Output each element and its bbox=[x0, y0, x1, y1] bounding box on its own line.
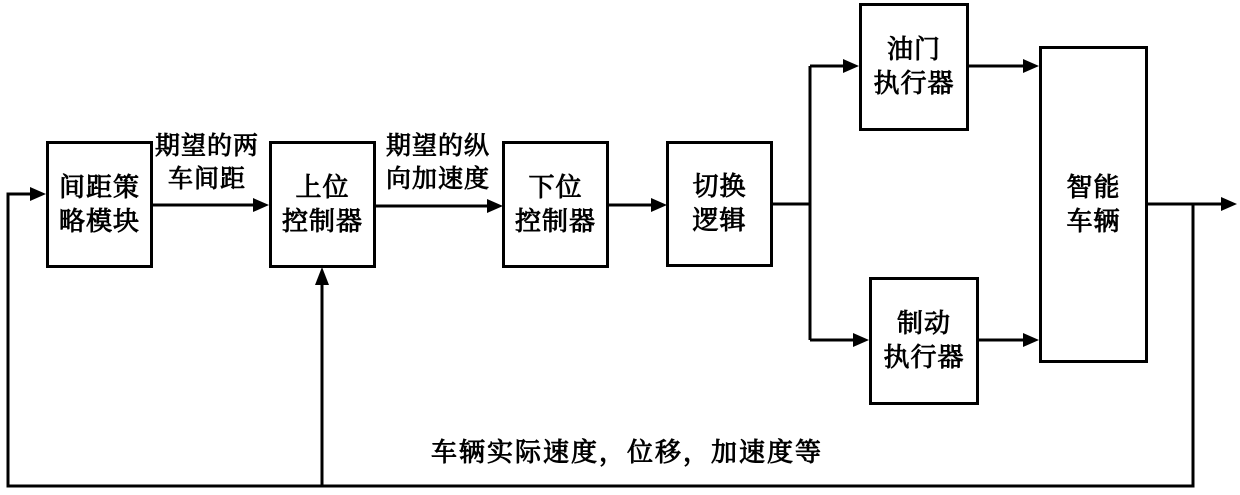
arrowhead-throttle-to-vehicle bbox=[1023, 59, 1039, 73]
node-intelligent-vehicle-label: 智能 车辆 bbox=[1066, 172, 1121, 236]
node-intelligent-vehicle bbox=[1039, 46, 1148, 363]
node-upper-controller-label: 上位 控制器 bbox=[281, 172, 363, 236]
node-switching-logic bbox=[666, 141, 773, 267]
edge-label-feedback-signals: 车辆实际速度，位移，加速度等 bbox=[431, 438, 824, 467]
edge-label-desired-acceleration: 期望的纵 向加速度 bbox=[385, 133, 490, 193]
node-lower-controller-label: 下位 控制器 bbox=[514, 172, 596, 236]
node-lower-controller bbox=[502, 141, 609, 268]
node-spacing-strategy-label: 间距策 略模块 bbox=[58, 172, 140, 236]
arrowhead-spacing-to-upper bbox=[253, 198, 269, 212]
arrowhead-into-spacing-strategy bbox=[30, 187, 46, 201]
arrowhead-into-upper-controller bbox=[315, 267, 329, 285]
node-throttle-actuator-label: 油门 执行器 bbox=[873, 35, 955, 98]
arrowhead-into-throttle bbox=[843, 59, 859, 73]
edge-label-desired-gap: 期望的两 车间距 bbox=[154, 133, 259, 193]
node-brake-actuator-label: 制动 执行器 bbox=[883, 309, 965, 372]
node-throttle-actuator bbox=[859, 3, 969, 131]
arrowhead-brake-to-vehicle bbox=[1023, 333, 1039, 347]
arrowhead-upper-to-lower bbox=[487, 199, 503, 213]
node-brake-actuator bbox=[869, 277, 979, 405]
arrowhead-into-brake bbox=[853, 333, 869, 347]
arrowhead-system-output bbox=[1221, 197, 1237, 211]
node-switching-logic-label: 切换 逻辑 bbox=[692, 172, 747, 235]
arrowhead-lower-to-switching bbox=[651, 198, 667, 212]
